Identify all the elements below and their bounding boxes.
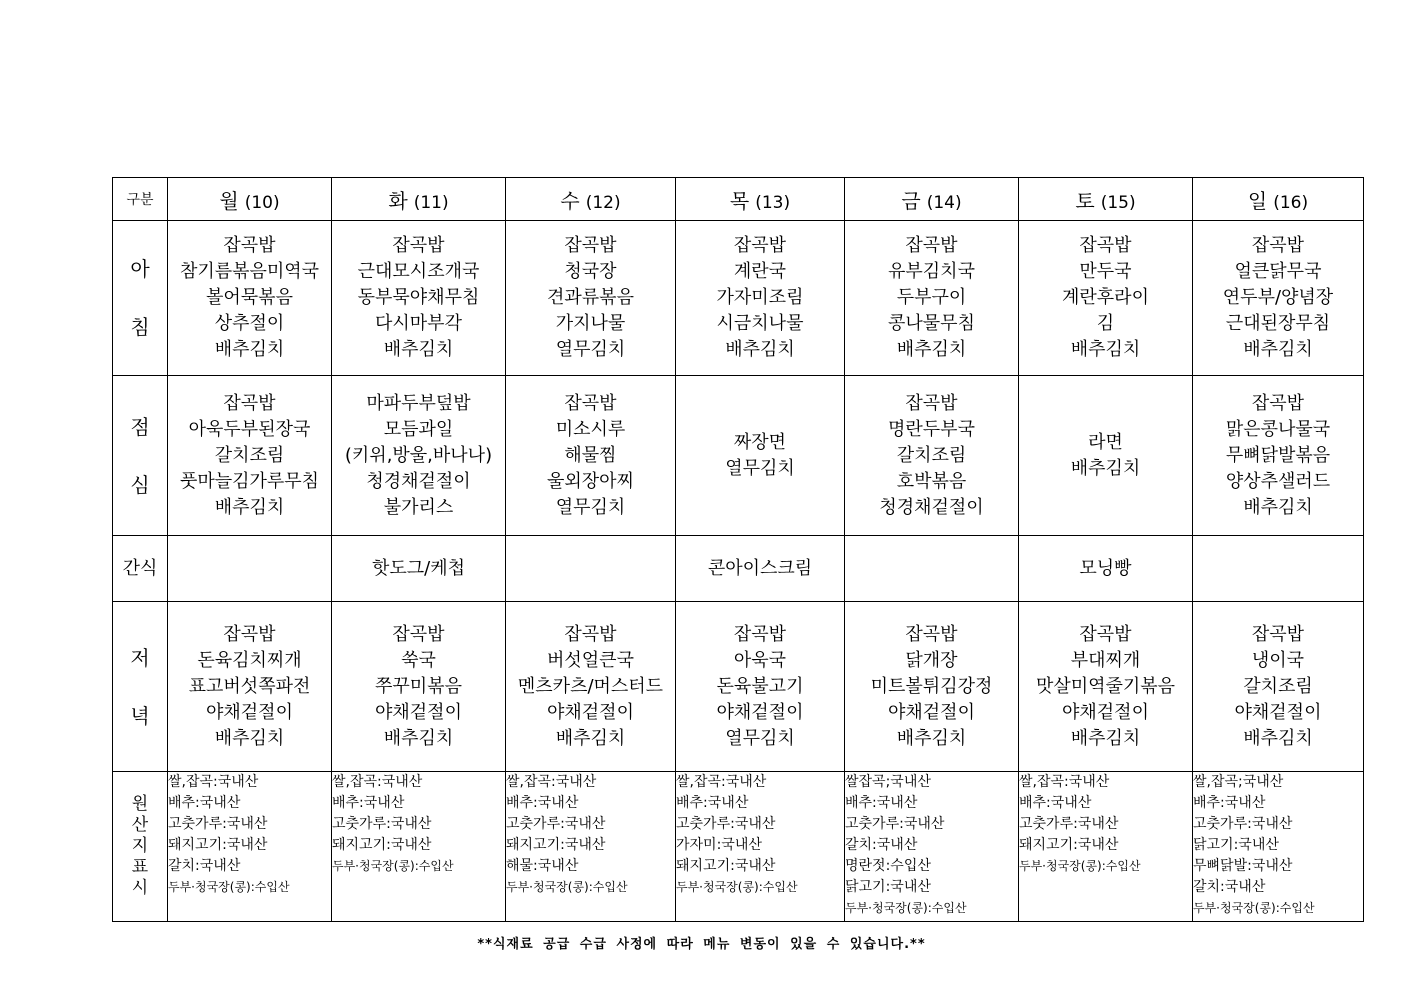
menu-item: 잡곡밥	[905, 392, 958, 414]
breakfast-row	[113, 221, 1364, 376]
menu-item: 울외장아찌	[547, 470, 634, 492]
menu-item: 잡곡밥	[564, 392, 617, 414]
menu-item: 시금치나물	[716, 313, 804, 334]
menu-item: 부대찌개	[1070, 649, 1141, 671]
menu-item: 멘츠카츠/머스터드	[517, 675, 664, 697]
row-label-char: 점	[130, 414, 150, 439]
day-number: (12)	[585, 192, 621, 213]
origin-item: 쌀잡곡;국내산	[845, 774, 931, 790]
menu-item: 갈치조림	[896, 444, 967, 466]
menu-item: 잡곡밥	[564, 235, 617, 256]
menu-item: 불가리스	[383, 496, 454, 518]
origin-cell	[168, 772, 332, 922]
origin-item: 고춧가루:국내산	[1193, 816, 1293, 832]
origin-item: 두부·청국장(콩):수입산	[332, 859, 454, 873]
menu-item: 아욱국	[733, 649, 787, 671]
menu-item: 모닝빵	[1079, 557, 1132, 579]
origin-item: 쌀,잡곡:국내산	[1019, 774, 1110, 790]
row-label-char: 저	[130, 645, 150, 670]
day-number: (13)	[755, 192, 791, 213]
origin-item: 명란젓:수입산	[845, 858, 931, 874]
row-label-char: 지	[131, 836, 149, 856]
corner-header: 구분	[113, 178, 168, 221]
lunch-cell	[1193, 376, 1364, 536]
menu-item: 돈육김치찌개	[197, 649, 302, 671]
origin-item: 무뼈닭발:국내산	[1193, 858, 1293, 874]
origin-item: 두부·청국장(콩):수입산	[845, 901, 967, 915]
lunch-cell	[506, 376, 676, 536]
origin-item: 해물:국내산	[506, 858, 579, 874]
origin-item: 쌀,잡곡:국내산	[332, 774, 423, 790]
origin-item: 돼지고기:국내산	[506, 837, 606, 853]
origin-item: 갈치:국내산	[168, 858, 241, 874]
menu-item: 잡곡밥	[392, 235, 445, 256]
menu-item: 계란국	[733, 261, 787, 282]
origin-item: 갈치:국내산	[845, 837, 918, 853]
menu-item: 갈치조림	[214, 444, 285, 466]
menu-item: 배추김치	[1070, 339, 1141, 360]
origin-item: 배추:국내산	[168, 795, 241, 811]
menu-item: 잡곡밥	[223, 392, 276, 414]
snack-label	[113, 536, 168, 602]
menu-item: 다시마부각	[375, 313, 462, 334]
menu-item: 연두부/양념장	[1222, 287, 1334, 308]
row-label-char: 원	[131, 794, 149, 814]
origin-item: 배추:국내산	[676, 795, 749, 811]
menu-item: 풋마늘김가루무침	[179, 470, 320, 492]
menu-item: 계란후라이	[1062, 287, 1149, 308]
origin-cell	[845, 772, 1019, 922]
menu-item: 표고버섯쪽파전	[188, 675, 311, 697]
day-number: (14)	[926, 192, 962, 213]
menu-item: 배추김치	[214, 727, 285, 749]
day-header	[676, 178, 845, 221]
day-name: 수	[560, 188, 580, 213]
menu-item: 배추김치	[896, 727, 967, 749]
menu-item: 갈치조림	[1243, 675, 1313, 697]
menu-item: 호박볶음	[896, 470, 967, 492]
menu-item: 콘아이스크림	[707, 557, 813, 579]
menu-item: 라면	[1088, 431, 1123, 453]
row-label-char: 산	[131, 815, 149, 835]
snack-cell	[168, 536, 332, 602]
menu-item: 핫도그/케첩	[371, 557, 465, 579]
breakfast-cell	[332, 221, 506, 376]
menu-item: 배추김치	[214, 339, 285, 360]
day-number: (10)	[244, 192, 280, 213]
menu-item: 잡곡밥	[223, 235, 276, 256]
origin-cell	[332, 772, 506, 922]
breakfast-label	[113, 221, 168, 376]
menu-item: 배추김치	[383, 339, 454, 360]
origin-item: 배추:국내산	[1019, 795, 1092, 811]
day-name: 일	[1247, 188, 1268, 213]
day-number: (16)	[1273, 192, 1309, 213]
origin-item: 가자미:국내산	[676, 837, 762, 853]
menu-item: 배추김치	[1243, 496, 1313, 518]
menu-item: 모듬과일	[383, 418, 454, 440]
day-number: (15)	[1100, 192, 1136, 213]
menu-item: 상추절이	[214, 313, 285, 334]
menu-item: 야채겉절이	[375, 701, 462, 723]
menu-item: 명란두부국	[888, 418, 975, 440]
menu-item: 쑥국	[401, 649, 436, 671]
origin-item: 두부·청국장(콩):수입산	[1019, 859, 1141, 873]
dinner-cell	[332, 602, 506, 772]
menu-item: 야채겉절이	[547, 701, 634, 723]
origin-item: 배추:국내산	[332, 795, 405, 811]
row-label-char: 표	[131, 857, 149, 877]
snack-cell	[1019, 536, 1193, 602]
lunch-cell	[332, 376, 506, 536]
menu-item: 잡곡밥	[905, 623, 958, 645]
lunch-cell	[1019, 376, 1193, 536]
dinner-cell	[1193, 602, 1364, 772]
day-name: 월	[219, 188, 239, 213]
lunch-cell	[168, 376, 332, 536]
origin-item: 고춧가루:국내산	[845, 816, 945, 832]
lunch-row	[113, 376, 1364, 536]
menu-item: 버섯얼큰국	[547, 649, 634, 671]
day-number: (11)	[413, 192, 449, 213]
row-label-char: 아	[130, 257, 150, 281]
origin-item: 돼지고기:국내산	[332, 837, 432, 853]
weekly-menu-table	[112, 177, 1364, 922]
origin-item: 닭고기:국내산	[1193, 837, 1279, 853]
menu-item: 야채겉절이	[1234, 701, 1322, 723]
menu-item: 무뼈닭발볶음	[1225, 444, 1331, 466]
dinner-label	[113, 602, 168, 772]
row-label-char: 녁	[130, 703, 150, 728]
origin-item: 쌀,잡곡;국내산	[1193, 774, 1284, 790]
snack-cell	[845, 536, 1019, 602]
menu-item: 배추김치	[214, 496, 285, 518]
origin-cell	[1193, 772, 1364, 922]
menu-item: 배추김치	[555, 727, 626, 749]
menu-item: 청경채겉절이	[366, 470, 471, 492]
menu-item: 청경채겉절이	[879, 496, 984, 518]
origin-item: 쌀,잡곡:국내산	[168, 774, 259, 790]
day-name: 목	[729, 188, 750, 213]
menu-item: 잡곡밥	[733, 235, 787, 256]
menu-item: 짜장면	[733, 431, 787, 453]
dinner-cell	[676, 602, 845, 772]
menu-item: 미트볼튀김강정	[870, 675, 993, 697]
dinner-cell	[168, 602, 332, 772]
origin-item: 고춧가루:국내산	[676, 816, 776, 832]
snack-cell	[676, 536, 845, 602]
menu-item: 열무김치	[725, 727, 795, 749]
menu-item: 야채겉절이	[1062, 701, 1149, 723]
origin-item: 두부·청국장(콩):수입산	[168, 880, 290, 894]
day-header	[168, 178, 332, 221]
snack-cell	[506, 536, 676, 602]
origin-row	[113, 772, 1364, 922]
origin-item: 고춧가루:국내산	[332, 816, 432, 832]
menu-item: 야채겉절이	[888, 701, 975, 723]
origin-item: 두부·청국장(콩):수입산	[676, 880, 798, 894]
breakfast-cell	[168, 221, 332, 376]
day-header	[845, 178, 1019, 221]
menu-item: 열무김치	[725, 457, 795, 479]
day-header	[1193, 178, 1364, 221]
menu-item: 잡곡밥	[564, 623, 617, 645]
menu-item: 쭈꾸미볶음	[375, 675, 462, 697]
menu-item: 돈육불고기	[716, 675, 804, 697]
menu-item: 두부구이	[896, 287, 967, 308]
menu-item: 유부김치국	[888, 261, 975, 282]
row-label-char: 심	[130, 472, 150, 497]
menu-item: 배추김치	[383, 727, 454, 749]
menu-item: 콩나물무침	[888, 313, 975, 334]
menu-item: 배추김치	[1243, 727, 1313, 749]
menu-item: 양상추샐러드	[1225, 470, 1331, 492]
origin-item: 갈치:국내산	[1193, 879, 1266, 895]
menu-item: 잡곡밥	[1251, 623, 1305, 645]
menu-item: 닭개장	[905, 649, 958, 671]
origin-cell	[676, 772, 845, 922]
menu-item: 잡곡밥	[905, 235, 958, 256]
lunch-cell	[845, 376, 1019, 536]
origin-item: 쌀,잡곡:국내산	[506, 774, 597, 790]
menu-item: 잡곡밥	[392, 623, 445, 645]
breakfast-cell	[676, 221, 845, 376]
row-label-char: 시	[131, 878, 149, 898]
origin-item: 두부·청국장(콩):수입산	[1193, 901, 1315, 915]
breakfast-cell	[845, 221, 1019, 376]
header-row	[113, 178, 1364, 221]
menu-item: (키위,방울,바나나)	[344, 444, 493, 466]
day-name: 화	[388, 188, 408, 213]
day-header	[1019, 178, 1193, 221]
origin-item: 돼지고기:국내산	[1019, 837, 1119, 853]
origin-cell	[1019, 772, 1193, 922]
menu-item: 동부묵야채무침	[357, 287, 480, 308]
menu-item: 해물찜	[564, 444, 617, 466]
breakfast-cell	[506, 221, 676, 376]
origin-item: 닭고기:국내산	[845, 879, 931, 895]
row-label-char: 간식	[122, 557, 158, 579]
menu-item: 견과류볶음	[547, 287, 634, 308]
menu-item: 얼큰닭무국	[1234, 261, 1322, 282]
menu-item: 잡곡밥	[1251, 392, 1305, 414]
snack-cell	[332, 536, 506, 602]
menu-item: 배추김치	[1070, 457, 1141, 479]
dinner-cell	[845, 602, 1019, 772]
menu-item: 미소시루	[555, 418, 626, 440]
menu-item: 볼어묵볶음	[206, 287, 293, 308]
menu-item: 잡곡밥	[223, 623, 276, 645]
origin-item: 고춧가루:국내산	[168, 816, 268, 832]
menu-item: 잡곡밥	[733, 623, 787, 645]
origin-item: 돼지고기:국내산	[676, 858, 776, 874]
menu-item: 근대모시조개국	[357, 261, 480, 282]
dinner-cell	[506, 602, 676, 772]
menu-item: 맛살미역줄기볶음	[1035, 675, 1176, 697]
menu-item: 야채겉절이	[716, 701, 804, 723]
menu-item: 김	[1096, 313, 1115, 334]
menu-item: 잡곡밥	[1079, 235, 1132, 256]
menu-item: 배추김치	[1243, 339, 1313, 360]
dinner-cell	[1019, 602, 1193, 772]
menu-item: 잡곡밥	[1251, 235, 1305, 256]
footnote: **식재료 공급 수급 사정에 따라 메뉴 변동이 있을 수 있습니다.**	[477, 937, 926, 952]
menu-item: 가지나물	[555, 313, 626, 334]
menu-item: 참기름볶음미역국	[179, 261, 320, 282]
menu-item: 청국장	[564, 261, 617, 282]
lunch-label	[113, 376, 168, 536]
origin-item: 배추:국내산	[1193, 795, 1266, 811]
day-name: 금	[901, 188, 921, 213]
breakfast-cell	[1193, 221, 1364, 376]
origin-item: 배추:국내산	[845, 795, 918, 811]
menu-item: 잡곡밥	[1079, 623, 1132, 645]
menu-item: 배추김치	[896, 339, 967, 360]
snack-row	[113, 536, 1364, 602]
menu-item: 만두국	[1079, 261, 1132, 282]
menu-item: 열무김치	[555, 339, 626, 360]
menu-item: 냉이국	[1251, 649, 1305, 671]
menu-item: 야채겉절이	[206, 701, 293, 723]
menu-item: 아욱두부된장국	[188, 418, 311, 440]
origin-item: 두부·청국장(콩):수입산	[506, 880, 628, 894]
origin-item: 돼지고기:국내산	[168, 837, 268, 853]
origin-item: 고춧가루:국내산	[506, 816, 606, 832]
origin-item: 배추:국내산	[506, 795, 579, 811]
origin-item: 고춧가루:국내산	[1019, 816, 1119, 832]
menu-item: 배추김치	[725, 339, 795, 360]
menu-item: 마파두부덮밥	[366, 392, 471, 414]
menu-item: 근대된장무침	[1225, 313, 1331, 334]
day-name: 토	[1075, 188, 1095, 213]
menu-item: 가자미조림	[716, 287, 804, 308]
origin-label	[113, 772, 168, 922]
snack-cell	[1193, 536, 1364, 602]
day-header	[332, 178, 506, 221]
day-header	[506, 178, 676, 221]
dinner-row	[113, 602, 1364, 772]
breakfast-cell	[1019, 221, 1193, 376]
origin-cell	[506, 772, 676, 922]
origin-item: 쌀,잡곡:국내산	[676, 774, 767, 790]
menu-item: 배추김치	[1070, 727, 1141, 749]
menu-item: 맑은콩나물국	[1225, 418, 1331, 440]
menu-item: 열무김치	[555, 496, 626, 518]
row-label-char: 침	[130, 315, 150, 339]
lunch-cell	[676, 376, 845, 536]
